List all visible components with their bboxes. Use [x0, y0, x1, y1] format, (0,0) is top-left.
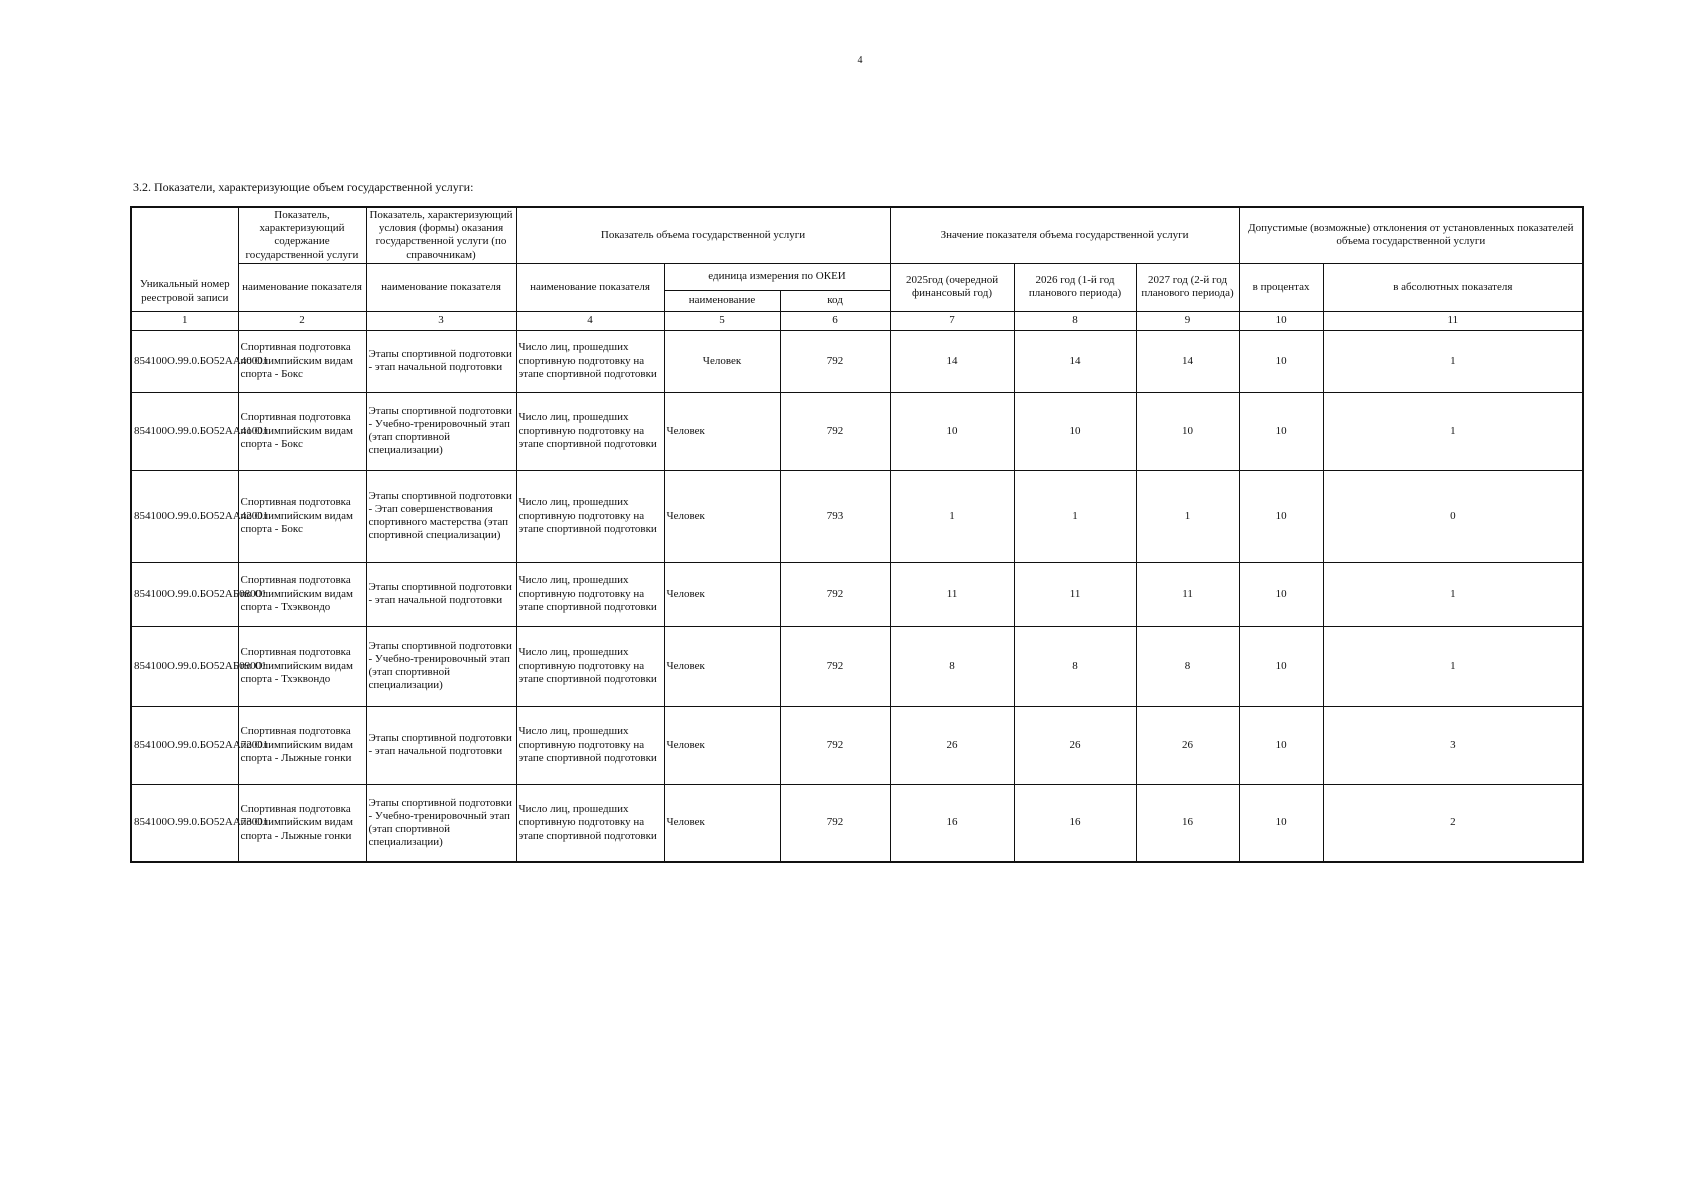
value-2026-cell: 10 [1014, 392, 1136, 470]
value-2027-cell: 11 [1136, 562, 1239, 626]
table-row [131, 784, 1583, 862]
table-row [131, 706, 1583, 784]
header-conditions-indicator: Показатель, характеризующий условия (формы) оказания государственной услуги (по справочникам) [366, 207, 516, 263]
registry-code-cell: 854100О.99.0.БО52АА72001 [131, 706, 238, 784]
header-indicator-name-1: наименование показателя [238, 263, 366, 311]
unit-name-cell: Человек [664, 626, 780, 706]
unit-code-cell: 792 [780, 392, 890, 470]
value-2027-cell: 8 [1136, 626, 1239, 706]
table-row [131, 562, 1583, 626]
value-2025-cell: 14 [890, 330, 1014, 392]
column-number: 9 [1136, 311, 1239, 330]
content-cell: Спортивная подготовка по Олимпийским видам спорта - Тхэквондо [238, 626, 366, 706]
value-2027-cell: 26 [1136, 706, 1239, 784]
unit-code-cell: 792 [780, 562, 890, 626]
unit-name-cell: Человек [664, 470, 780, 562]
deviation-percent-cell: 10 [1239, 562, 1323, 626]
header-year-2027: 2027 год (2-й год планового периода) [1136, 263, 1239, 311]
indicator-cell: Число лиц, прошедших спортивную подготовку на этапе спортивной подготовки [516, 706, 664, 784]
column-number: 4 [516, 311, 664, 330]
header-year-2026: 2026 год (1-й год планового периода) [1014, 263, 1136, 311]
deviation-percent-cell: 10 [1239, 392, 1323, 470]
registry-code-cell: 854100О.99.0.БО52АА73001 [131, 784, 238, 862]
content-cell: Спортивная подготовка по Олимпийским видам спорта - Лыжные гонки [238, 784, 366, 862]
deviation-absolute-cell: 0 [1323, 470, 1583, 562]
value-2025-cell: 26 [890, 706, 1014, 784]
deviation-percent-cell: 10 [1239, 784, 1323, 862]
content-cell: Спортивная подготовка по Олимпийским видам спорта - Бокс [238, 330, 366, 392]
volume-indicators-table [130, 206, 1584, 863]
header-in-percent: в процентах [1239, 263, 1323, 311]
column-numbers-row [131, 311, 1583, 330]
content-cell: Спортивная подготовка по Олимпийским видам спорта - Тхэквондо [238, 562, 366, 626]
header-volume-value: Значение показателя объема государственной услуги [890, 207, 1239, 263]
deviation-percent-cell: 10 [1239, 706, 1323, 784]
value-2025-cell: 16 [890, 784, 1014, 862]
indicator-cell: Число лиц, прошедших спортивную подготовку на этапе спортивной подготовки [516, 330, 664, 392]
table-row [131, 470, 1583, 562]
value-2025-cell: 10 [890, 392, 1014, 470]
column-number: 8 [1014, 311, 1136, 330]
registry-code-cell: 854100О.99.0.БО52АА41001 [131, 392, 238, 470]
value-2025-cell: 1 [890, 470, 1014, 562]
value-2027-cell: 1 [1136, 470, 1239, 562]
indicator-cell: Число лиц, прошедших спортивную подготовку на этапе спортивной подготовки [516, 470, 664, 562]
header-indicator-name-3: наименование показателя [516, 263, 664, 311]
condition-cell: Этапы спортивной подготовки - Учебно-тренировочный этап (этап спортивной специализации) [366, 626, 516, 706]
table-row [131, 330, 1583, 392]
header-okei-name: наименование [664, 290, 780, 311]
value-2026-cell: 16 [1014, 784, 1136, 862]
registry-code-cell: 854100О.99.0.БО52АБ08001 [131, 562, 238, 626]
unit-name-cell: Человек [664, 784, 780, 862]
header-content-indicator: Показатель, характеризующий содержание государственной услуги [238, 207, 366, 263]
header-unique-number: Уникальный номер реестровой записи [131, 207, 238, 311]
value-2026-cell: 26 [1014, 706, 1136, 784]
unit-code-cell: 792 [780, 330, 890, 392]
condition-cell: Этапы спортивной подготовки - Этап совершенствования спортивного мастерства (этап спортивной специализации) [366, 470, 516, 562]
deviation-percent-cell: 10 [1239, 626, 1323, 706]
registry-code-cell: 854100О.99.0.БО52АА40001 [131, 330, 238, 392]
content-cell: Спортивная подготовка по Олимпийским видам спорта - Лыжные гонки [238, 706, 366, 784]
unit-name-cell: Человек [664, 392, 780, 470]
unit-name-cell: Человек [664, 330, 780, 392]
condition-cell: Этапы спортивной подготовки - Учебно-тренировочный этап (этап спортивной специализации) [366, 392, 516, 470]
table-row [131, 392, 1583, 470]
condition-cell: Этапы спортивной подготовки - этап начальной подготовки [366, 562, 516, 626]
unit-code-cell: 792 [780, 784, 890, 862]
deviation-absolute-cell: 1 [1323, 626, 1583, 706]
table-row [131, 626, 1583, 706]
value-2025-cell: 11 [890, 562, 1014, 626]
deviation-absolute-cell: 2 [1323, 784, 1583, 862]
deviation-percent-cell: 10 [1239, 470, 1323, 562]
header-in-absolute: в абсолютных показателя [1323, 263, 1583, 311]
column-number: 7 [890, 311, 1014, 330]
content-cell: Спортивная подготовка по Олимпийским видам спорта - Бокс [238, 470, 366, 562]
value-2026-cell: 14 [1014, 330, 1136, 392]
header-okei-code: код [780, 290, 890, 311]
column-number: 6 [780, 311, 890, 330]
unit-code-cell: 792 [780, 626, 890, 706]
section-title: 3.2. Показатели, характеризующие объем государственной услуги: [133, 180, 474, 194]
column-number: 5 [664, 311, 780, 330]
deviation-absolute-cell: 1 [1323, 562, 1583, 626]
content-cell: Спортивная подготовка по Олимпийским видам спорта - Бокс [238, 392, 366, 470]
registry-code-cell: 854100О.99.0.БО52АА42001 [131, 470, 238, 562]
value-2025-cell: 8 [890, 626, 1014, 706]
value-2027-cell: 10 [1136, 392, 1239, 470]
condition-cell: Этапы спортивной подготовки - Учебно-тренировочный этап (этап спортивной специализации) [366, 784, 516, 862]
value-2027-cell: 14 [1136, 330, 1239, 392]
indicator-cell: Число лиц, прошедших спортивную подготовку на этапе спортивной подготовки [516, 392, 664, 470]
value-2026-cell: 1 [1014, 470, 1136, 562]
unit-code-cell: 792 [780, 706, 890, 784]
condition-cell: Этапы спортивной подготовки - этап начальной подготовки [366, 330, 516, 392]
unit-code-cell: 793 [780, 470, 890, 562]
deviation-absolute-cell: 1 [1323, 330, 1583, 392]
deviation-absolute-cell: 3 [1323, 706, 1583, 784]
deviation-absolute-cell: 1 [1323, 392, 1583, 470]
page-number: 4 [857, 55, 863, 66]
value-2026-cell: 11 [1014, 562, 1136, 626]
indicator-cell: Число лиц, прошедших спортивную подготовку на этапе спортивной подготовки [516, 562, 664, 626]
registry-code-cell: 854100О.99.0.БО52АБ09001 [131, 626, 238, 706]
header-okei-unit: единица измерения по ОКЕИ [664, 263, 890, 290]
column-number: 2 [238, 311, 366, 330]
indicator-cell: Число лиц, прошедших спортивную подготовку на этапе спортивной подготовки [516, 784, 664, 862]
value-2027-cell: 16 [1136, 784, 1239, 862]
value-2026-cell: 8 [1014, 626, 1136, 706]
header-indicator-name-2: наименование показателя [366, 263, 516, 311]
unit-name-cell: Человек [664, 562, 780, 626]
column-number: 3 [366, 311, 516, 330]
indicator-cell: Число лиц, прошедших спортивную подготовку на этапе спортивной подготовки [516, 626, 664, 706]
unit-name-cell: Человек [664, 706, 780, 784]
column-number: 11 [1323, 311, 1583, 330]
header-year-2025: 2025год (очередной финансовый год) [890, 263, 1014, 311]
header-deviations: Допустимые (возможные) отклонения от установленных показателей объема государственной услуги [1239, 207, 1583, 263]
condition-cell: Этапы спортивной подготовки - этап начальной подготовки [366, 706, 516, 784]
column-number: 10 [1239, 311, 1323, 330]
header-volume-indicator: Показатель объема государственной услуги [516, 207, 890, 263]
deviation-percent-cell: 10 [1239, 330, 1323, 392]
column-number: 1 [131, 311, 238, 330]
